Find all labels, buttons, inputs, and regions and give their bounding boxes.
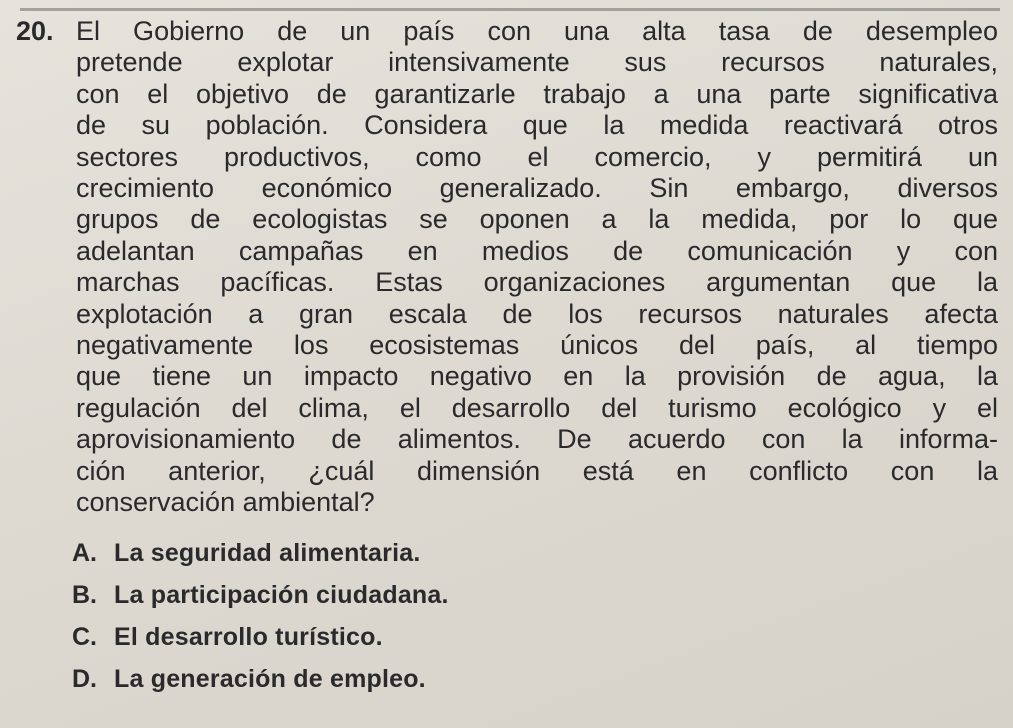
- question-line: marchas pacíficas. Estas organizaciones argumentan que la: [76, 267, 998, 298]
- option-letter: D.: [72, 665, 97, 693]
- answer-options: [72, 532, 449, 700]
- question-line: regulación del clima, el desarrollo del turismo ecológico y el: [76, 392, 998, 423]
- question-line: que tiene un impacto negativo en la provisión de agua, la: [76, 361, 998, 392]
- question-line: aprovisionamiento de alimentos. De acuerdo con la informa-: [76, 424, 998, 455]
- option-text: El desarrollo turístico.: [114, 623, 383, 651]
- question-line: grupos de ecologistas se oponen a la medida, por lo que: [76, 204, 998, 235]
- question-line: negativamente los ecosistemas únicos del país, al tiempo: [76, 330, 998, 361]
- question-line: sectores productivos, como el comercio, y permitirá un: [76, 141, 998, 172]
- question-line: crecimiento económico generalizado. Sin embargo, diversos: [76, 173, 998, 204]
- option-b[interactable]: [72, 574, 449, 616]
- option-d[interactable]: [72, 658, 449, 700]
- top-divider: [20, 8, 1000, 11]
- option-c[interactable]: [72, 616, 449, 658]
- option-letter: B.: [72, 581, 97, 609]
- question-line: de su población. Considera que la medida reactivará otros: [76, 110, 998, 141]
- question-number: 20.: [16, 16, 54, 46]
- option-letter: A.: [72, 539, 97, 567]
- option-text: La participación ciudadana.: [114, 581, 449, 609]
- question-line: pretende explotar intensivamente sus recursos naturales,: [76, 47, 998, 78]
- question-line: explotación a gran escala de los recursos naturales afecta: [76, 298, 998, 329]
- question-line: ción anterior, ¿cuál dimensión está en conflicto con la: [76, 455, 998, 486]
- option-text: La generación de empleo.: [114, 665, 426, 693]
- option-a[interactable]: [72, 532, 449, 574]
- question-line: El Gobierno de un país con una alta tasa de desempleo: [76, 16, 998, 46]
- option-letter: C.: [72, 623, 97, 651]
- question-line: conservación ambiental?: [76, 487, 375, 518]
- question-line: adelantan campañas en medios de comunicación y con: [76, 235, 998, 266]
- option-text: La seguridad alimentaria.: [114, 539, 421, 567]
- question-text: [76, 16, 998, 519]
- question-line: con el objetivo de garantizarle trabajo a una parte significativa: [76, 78, 998, 109]
